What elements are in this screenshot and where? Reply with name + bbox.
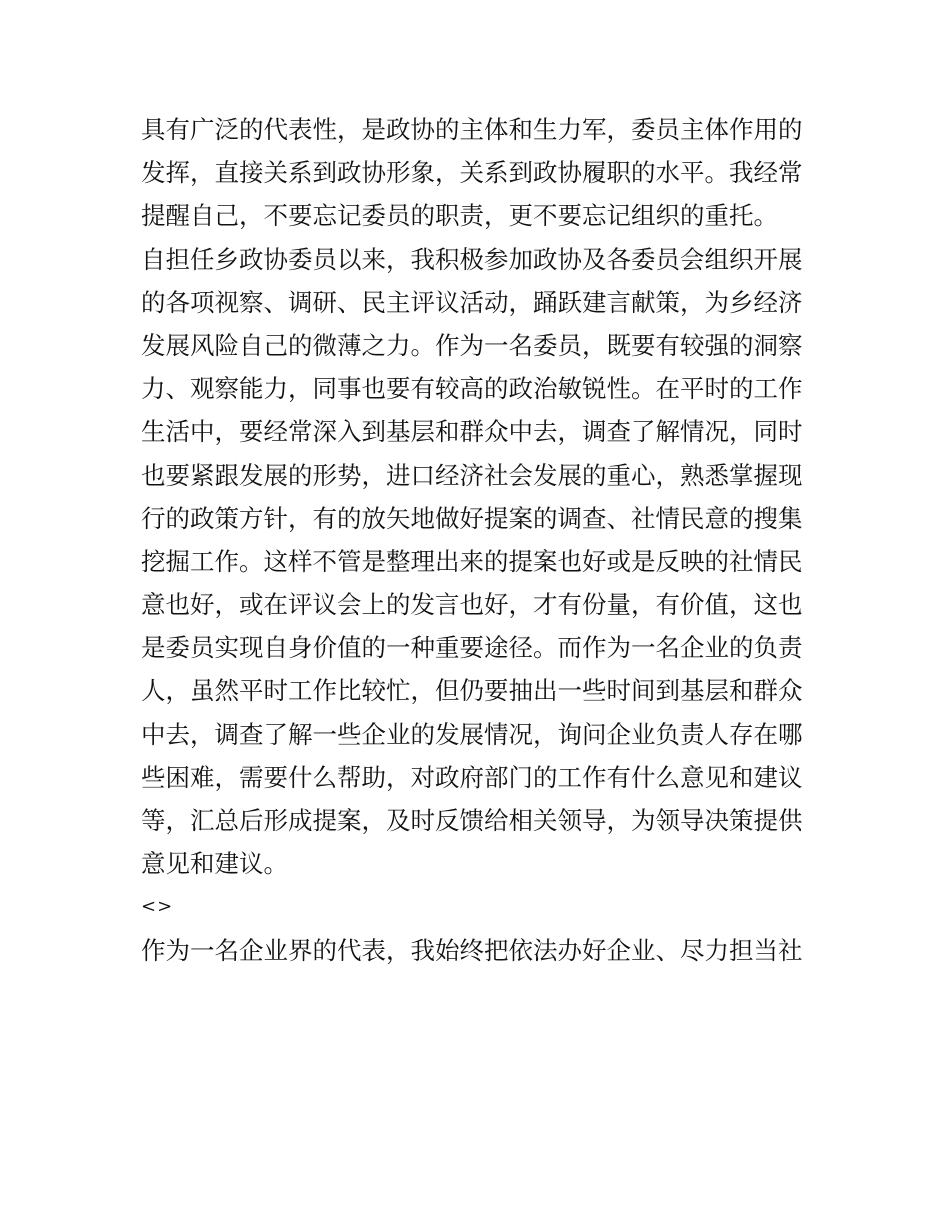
text-line: 自担任乡政协委员以来，我积极参加政协及各委员会组织开展 [141, 244, 803, 274]
text-line: 发展风险自己的微薄之力。作为一名委员，既要有较强的洞察 [141, 330, 803, 360]
text-line: 人，虽然平时工作比较忙，但仍要抽出一些时间到基层和群众 [141, 676, 803, 706]
text-line: 也要紧跟发展的形势，进口经济社会发展的重心，熟悉掌握现 [141, 460, 803, 490]
text-line: 些困难，需要什么帮助，对政府部门的工作有什么意见和建议 [141, 762, 803, 792]
text-line: 作为一名企业界的代表，我始终把依法办好企业、尽力担当社 [141, 935, 803, 965]
text-line: 等，汇总后形成提案，及时反馈给相关领导，为领导决策提供 [141, 806, 803, 835]
section-marker: <> [141, 896, 174, 918]
body-text [141, 108, 821, 972]
text-line: 挖掘工作。这样不管是整理出来的提案也好或是反映的社情民 [141, 546, 803, 576]
text-line: 的各项视察、调研、民主评议活动，踊跃建言献策，为乡经济 [141, 287, 803, 317]
text-line: 具有广泛的代表性，是政协的主体和生力军，委员主体作用的 [141, 115, 803, 144]
text-line: 行的政策方针，有的放矢地做好提案的调查、社情民意的搜集 [141, 503, 803, 533]
text-line: 力、观察能力，同事也要有较高的政治敏锐性。在平时的工作 [141, 374, 803, 404]
text-line: 发挥，直接关系到政协形象，关系到政协履职的水平。我经常 [141, 158, 803, 188]
text-line: 意见和建议。 [141, 849, 288, 879]
text-line: 是委员实现自身价值的一种重要途径。而作为一名企业的负责 [141, 633, 803, 663]
text-line: 生活中，要经常深入到基层和群众中去，调查了解情况，同时 [141, 417, 803, 447]
text-line: 中去，调查了解一些企业的发展情况，询问企业负责人存在哪 [141, 719, 803, 749]
text-line: 意也好，或在评议会上的发言也好，才有份量，有价值，这也 [141, 590, 803, 620]
text-line: 提醒自己，不要忘记委员的职责，更不要忘记组织的重托。 [141, 201, 778, 231]
